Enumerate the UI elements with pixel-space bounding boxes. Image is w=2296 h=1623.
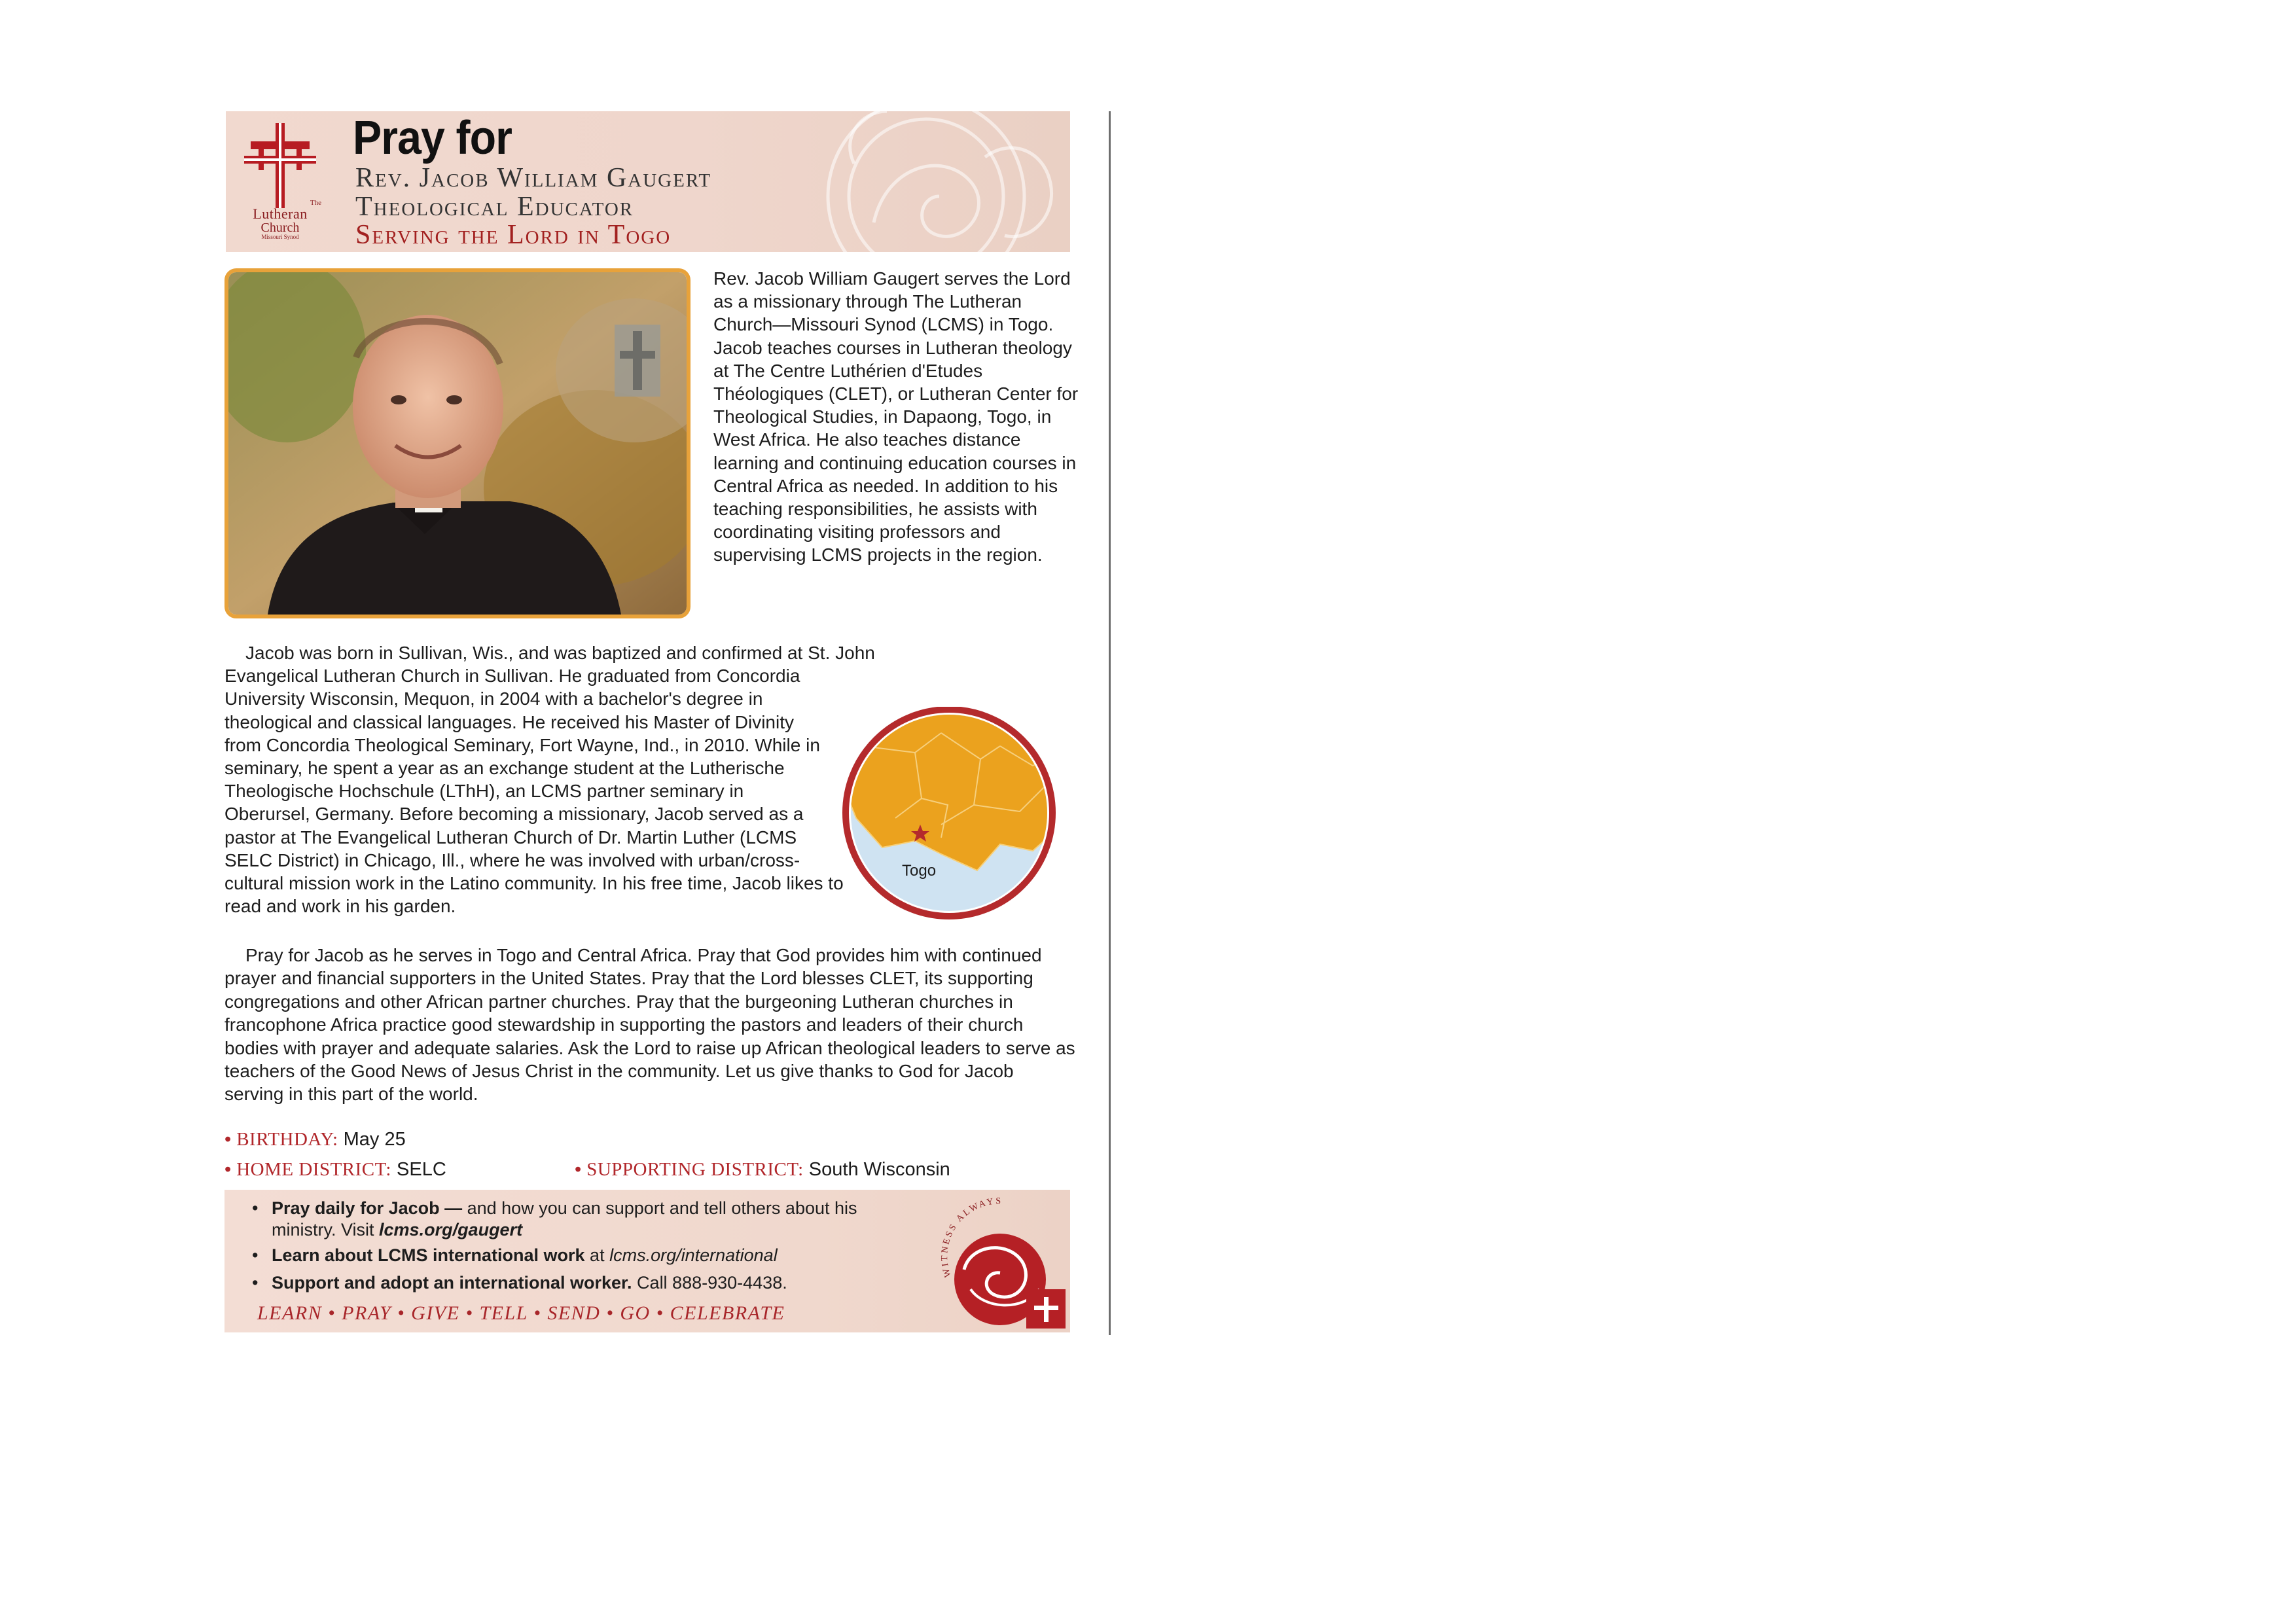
witness-always-badge-icon [925, 1198, 1066, 1329]
missionary-photo [224, 268, 691, 618]
footer-nav-strip: LEARN • PRAY • GIVE • TELL • SEND • GO • CELEBRATE [257, 1302, 785, 1324]
footer-callout [224, 1190, 1070, 1332]
header-banner [226, 111, 1070, 252]
serving-location: Serving the Lord in Togo [355, 220, 672, 250]
bullet-icon: • [252, 1273, 259, 1293]
bullet-icon: • [252, 1245, 259, 1265]
intro-paragraph: Rev. Jacob William Gaugert serves the Lord as a missionary through The Lutheran Church—Missouri Synod (LCMS) in Togo. Jacob teaches courses in Lutheran theology at The Centre Luthérien d'Etudes Théologiques (CLET), or Lutheran Center for Theological Studies, in Dapaong, Togo, in West Africa. He also teaches distance learning and continuing education courses in Central Africa as needed. In addition to his teaching responsibilities, he assists with coordinating visiting professors and supervising LCMS projects in the region. [713, 268, 1079, 565]
home-district-label: HOME DISTRICT: [236, 1159, 391, 1180]
footer-item-pray [252, 1198, 874, 1241]
international-link[interactable]: lcms.org/international [609, 1245, 778, 1265]
prayer-text: Pray for Jacob as he serves in Togo and Central Africa. Pray that God provides him with continued prayer and financial supporters in the United States. Pray that the Lord blesses CLET, its supporting congregations and other African partner churches. Pray that the burgeoning Lutheran churches in francophone Africa practice good stewardship in supporting the pastors and leaders of their church bodies with prayer and adequate salaries. Ask the Lord to raise up African theological leaders to serve as teachers of the Good News of Jesus Christ in the community. Let us give thanks to God for Jacob serving in this part of the world. [224, 945, 1075, 1105]
lcms-logo-text [231, 200, 329, 240]
footer-item-learn-bold: Learn about LCMS international work [272, 1245, 585, 1265]
bio-paragraph [224, 641, 1069, 918]
missionary-role: Theological Educator [355, 192, 634, 222]
birthday-fact [224, 1129, 406, 1150]
map-float-spacer [843, 668, 1069, 903]
bullet-icon: • [224, 1159, 237, 1180]
supporting-district-fact [575, 1159, 950, 1181]
footer-item-support-text: Call 888-930-4438. [632, 1273, 787, 1293]
gaugert-link[interactable]: lcms.org/gaugert [379, 1220, 523, 1240]
footer-item-pray-text: and how you can support and tell others about his ministry. Visit [272, 1198, 857, 1240]
supporting-district-value: South Wisconsin [808, 1159, 950, 1180]
footer-item-support [252, 1272, 874, 1294]
home-district-fact [224, 1159, 446, 1181]
bullet-icon: • [252, 1198, 259, 1218]
scan-edge-line [1109, 111, 1111, 1335]
page-title: Pray for [353, 112, 512, 164]
bio-text: Jacob was born in Sullivan, Wis., and was baptized and confirmed at St. John Evangelical Lutheran Church in Sullivan. He graduated from Concordia University Wisconsin, Mequon, in 2004 with a bachelor's degree in theological and classical languages. He received his Master of Divinity from Concordia Theological Seminary, Fort Wayne, Ind., in 2010. While in seminary, he spent a year as an exchange student at the Lutherische Theologische Hochschule (LThH), an LCMS partner seminary in Oberursel, Germany. Before becoming a missionary, Jacob served as a pastor at The Evangelical Lutheran Church of Dr. Martin Luther (LCMS SELC District) in Chicago, Ill., where he was involved with urban/cross-cultural mission work in the Latino community. In his free time, Jacob likes to read and work in his garden. [224, 643, 875, 917]
footer-item-learn-text: at [584, 1245, 610, 1265]
decorative-swirl [776, 111, 1070, 252]
logo-lutheran: Lutheran [253, 205, 308, 222]
birthday-label: BIRTHDAY: [236, 1129, 338, 1150]
logo-the: The [310, 199, 321, 207]
missionary-name: Rev. Jacob William Gaugert [355, 163, 712, 193]
footer-item-pray-bold: Pray daily for Jacob — [272, 1198, 463, 1218]
lcms-cross-icon [244, 123, 316, 208]
bullet-icon: • [575, 1159, 587, 1180]
birthday-value: May 25 [343, 1129, 406, 1150]
logo-church: Church [260, 221, 300, 235]
logo-missouri-synod: Missouri Synod [261, 234, 299, 240]
footer-item-support-bold: Support and adopt an international worker. [272, 1273, 632, 1293]
badge-text: WITNESS ALWAYS [940, 1198, 1003, 1279]
supporting-district-label: SUPPORTING DISTRICT: [586, 1159, 804, 1180]
home-district-value: SELC [397, 1159, 446, 1180]
prayer-paragraph [224, 944, 1075, 1106]
bullet-icon: • [224, 1129, 237, 1150]
footer-item-learn [252, 1245, 874, 1266]
map-label-togo: Togo [902, 862, 937, 880]
